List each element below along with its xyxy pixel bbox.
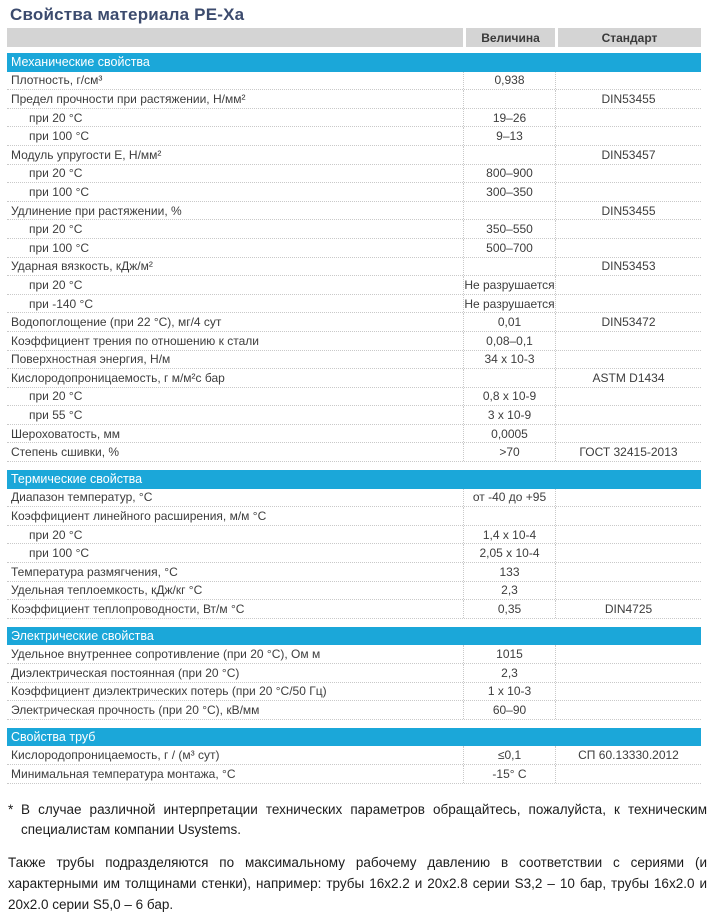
section-header: Механические свойства — [7, 53, 701, 72]
row-value — [463, 258, 555, 276]
row-standard: ASTM D1434 — [555, 369, 701, 387]
table-row — [7, 544, 701, 563]
table-row — [7, 220, 701, 239]
row-label: Электрическая прочность (при 20 °С), кВ/мм — [11, 702, 260, 717]
row-standard — [555, 351, 701, 369]
row-standard — [555, 406, 701, 424]
row-standard — [555, 276, 701, 294]
page-title: Свойства материала PE-Xa — [10, 5, 245, 24]
row-value: ≤0,1 — [463, 746, 555, 764]
footnote-marker: * — [8, 801, 14, 817]
row-value — [463, 369, 555, 387]
table-row — [7, 489, 701, 508]
section-header: Электрические свойства — [7, 627, 701, 646]
column-header-property — [7, 28, 463, 47]
row-standard — [555, 109, 701, 127]
table-row — [7, 295, 701, 314]
row-standard — [555, 425, 701, 443]
row-value: 60–90 — [463, 701, 555, 719]
row-label: Шероховатость, мм — [11, 426, 121, 441]
row-label: Кислородопроницаемость, г м/м²с бар — [11, 370, 225, 385]
row-standard — [555, 765, 701, 783]
row-label: при -140 °С — [29, 296, 94, 311]
row-value: 2,3 — [463, 582, 555, 600]
row-standard — [555, 183, 701, 201]
row-value: Не разрушается — [464, 296, 555, 311]
section-header: Свойства труб — [7, 728, 701, 747]
footnote-text: В случае различной интерпретации технических параметров обращайтесь, пожалуйста, к техническим специалистам компании Usystems. — [21, 801, 707, 837]
row-label: Диапазон температур, °С — [11, 490, 153, 505]
row-value — [463, 507, 555, 525]
row-value: 350–550 — [463, 220, 555, 238]
row-label: при 20 °С — [29, 277, 83, 292]
row-value: 300–350 — [463, 183, 555, 201]
table-row — [7, 258, 701, 277]
row-standard — [555, 526, 701, 544]
row-standard — [555, 563, 701, 581]
table-row — [7, 127, 701, 146]
row-standard — [555, 295, 701, 313]
table-row — [7, 645, 701, 664]
table-row — [7, 582, 701, 601]
row-standard — [555, 127, 701, 145]
row-value: 2,3 — [463, 664, 555, 682]
row-standard: СП 60.13330.2012 — [555, 746, 701, 764]
table-row — [7, 239, 701, 258]
row-label: при 20 °С — [29, 110, 83, 125]
row-standard — [555, 489, 701, 507]
table-row — [7, 276, 701, 295]
row-value: 0,01 — [463, 313, 555, 331]
table-row — [7, 72, 701, 91]
table-row — [7, 664, 701, 683]
row-standard: DIN53455 — [555, 202, 701, 220]
row-label: при 55 °С — [29, 408, 83, 423]
row-label: при 20 °С — [29, 166, 83, 181]
row-label: Водопоглощение (при 22 °С), мг/4 сут — [11, 315, 222, 330]
table-row — [7, 600, 701, 619]
table-row — [7, 90, 701, 109]
row-standard — [555, 701, 701, 719]
row-standard: DIN4725 — [555, 600, 701, 618]
row-standard: DIN53457 — [555, 146, 701, 164]
row-value: 1015 — [463, 645, 555, 663]
row-label: при 100 °С — [29, 546, 90, 561]
table-row — [7, 765, 701, 784]
table-row — [7, 332, 701, 351]
table-row — [7, 563, 701, 582]
row-label: Степень сшивки, % — [11, 445, 120, 460]
column-header-value: Величина — [463, 28, 555, 47]
row-label: при 100 °С — [29, 129, 90, 144]
row-standard — [555, 582, 701, 600]
table-row — [7, 109, 701, 128]
table-row — [7, 183, 701, 202]
properties-table — [7, 28, 701, 784]
table-body — [7, 53, 701, 784]
row-value: 3 x 10-9 — [463, 406, 555, 424]
row-label: Удельное внутреннее сопротивление (при 20 °С), Ом м — [11, 647, 321, 662]
row-standard: ГОСТ 32415-2013 — [555, 443, 701, 461]
row-value: 0,938 — [463, 72, 555, 90]
row-label: Ударная вязкость, кДж/м² — [11, 259, 153, 274]
table-row — [7, 351, 701, 370]
table-row — [7, 202, 701, 221]
row-label: Кислородопроницаемость, г / (м³ сут) — [11, 748, 220, 763]
table-row — [7, 746, 701, 765]
row-value: 2,05 x 10-4 — [463, 544, 555, 562]
row-value: Не разрушается — [464, 277, 555, 292]
table-row — [7, 443, 701, 462]
row-value: 1,4 x 10-4 — [463, 526, 555, 544]
row-value: 800–900 — [463, 165, 555, 183]
row-value: 1 x 10-3 — [463, 683, 555, 701]
table-header-row — [7, 28, 701, 47]
row-label: Коэффициент теплопроводности, Вт/м °С — [11, 602, 245, 617]
row-standard: DIN53472 — [555, 313, 701, 331]
row-standard: DIN53453 — [555, 258, 701, 276]
row-label: Модуль упругости Е, Н/мм² — [11, 147, 162, 162]
row-standard — [555, 332, 701, 350]
table-row — [7, 425, 701, 444]
row-label: Удельная теплоемкость, кДж/кг °С — [11, 583, 203, 598]
row-label: при 20 °С — [29, 389, 83, 404]
row-value: 9–13 — [463, 127, 555, 145]
row-value — [463, 202, 555, 220]
row-standard — [555, 72, 701, 90]
table-row — [7, 369, 701, 388]
row-value: 0,08–0,1 — [463, 332, 555, 350]
table-row — [7, 313, 701, 332]
row-standard — [555, 220, 701, 238]
table-row — [7, 683, 701, 702]
row-label: Плотность, г/см³ — [11, 73, 103, 88]
table-row — [7, 165, 701, 184]
row-value: 34 x 10-3 — [463, 351, 555, 369]
row-value: -15° С — [463, 765, 555, 783]
row-standard — [555, 645, 701, 663]
table-row — [7, 701, 701, 720]
pressure-series-paragraph: Также трубы подразделяются по максимальному рабочему давлению в соответствии с сериями (и характерными им толщинами стенки), например: трубы 16х2.2 и 20х2.8 серии S3,2 – 10 бар, трубы 16х2.0 и 20х2.0 серии S5,0 – 6 бар. — [8, 854, 707, 912]
row-label: Поверхностная энергия, Н/м — [11, 352, 171, 367]
row-label: Удлинение при растяжении, % — [11, 203, 182, 218]
row-label: при 100 °С — [29, 184, 90, 199]
row-value — [463, 146, 555, 164]
row-label: при 20 °С — [29, 527, 83, 542]
row-label: Предел прочности при растяжении, Н/мм² — [11, 91, 246, 106]
column-header-standard: Стандарт — [555, 28, 701, 47]
row-label: при 20 °С — [29, 222, 83, 237]
table-row — [7, 388, 701, 407]
row-standard — [555, 683, 701, 701]
row-standard: DIN53455 — [555, 90, 701, 108]
table-row — [7, 526, 701, 545]
row-value — [463, 90, 555, 108]
row-label: при 100 °С — [29, 240, 90, 255]
row-standard — [555, 507, 701, 525]
row-value: 0,35 — [463, 600, 555, 618]
row-standard — [555, 388, 701, 406]
row-standard — [555, 664, 701, 682]
row-label: Температура размягчения, °С — [11, 564, 178, 579]
section-header: Термические свойства — [7, 470, 701, 489]
row-value: 0,0005 — [463, 425, 555, 443]
row-label: Коэффициент линейного расширения, м/м °С — [11, 509, 267, 524]
row-value: 500–700 — [463, 239, 555, 257]
row-label: Коэффициент трения по отношению к стали — [11, 333, 259, 348]
row-label: Минимальная температура монтажа, °С — [11, 766, 236, 781]
table-row — [7, 406, 701, 425]
table-row — [7, 507, 701, 526]
footnote — [8, 800, 707, 840]
table-row — [7, 146, 701, 165]
row-standard — [555, 165, 701, 183]
row-standard — [555, 239, 701, 257]
row-value: 19–26 — [463, 109, 555, 127]
row-value: 133 — [463, 563, 555, 581]
row-label: Диэлектрическая постоянная (при 20 °С) — [11, 665, 240, 680]
row-standard — [555, 544, 701, 562]
row-value: >70 — [463, 443, 555, 461]
row-value: от -40 до +95 — [463, 489, 555, 507]
row-value: 0,8 x 10-9 — [463, 388, 555, 406]
row-label: Коэффициент диэлектрических потерь (при 20 °С/50 Гц) — [11, 684, 327, 699]
